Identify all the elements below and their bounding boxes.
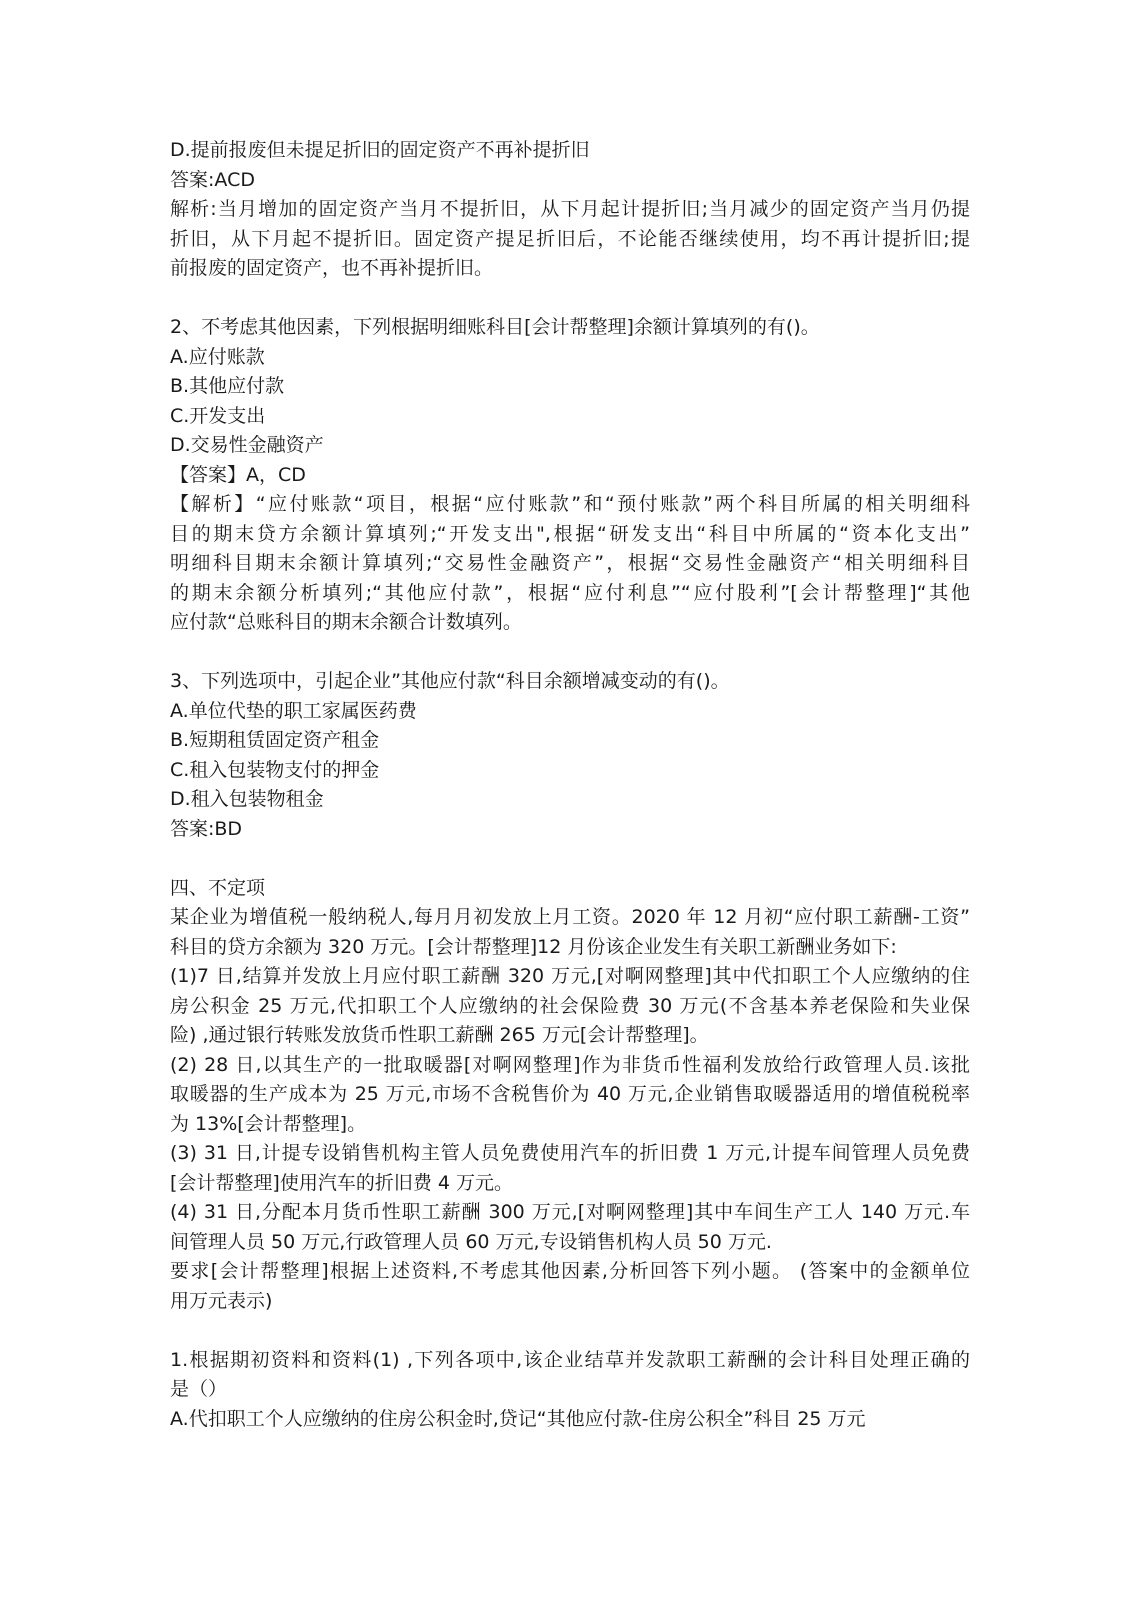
q2-option-c: C.开发支出: [170, 404, 266, 427]
q2-question: 2、不考虑其他因素，下列根据明细账科目[会计帮整理]余额计算填列的有()。: [170, 316, 820, 338]
subq1-question-line: 1.根据期初资料和资料(1) ,下列各项中,该企业结草并发款职工薪酬的会计科目处理正确的: [170, 1348, 970, 1371]
q2-option-a: A.应付账款: [170, 345, 265, 368]
item3-line: (3) 31 日,计提专设销售机构主管人员免费使用汽车的折旧费 1 万元,计提车间管理人员免费: [170, 1142, 970, 1164]
q3-option-d: D.租入包装物租金: [170, 788, 324, 810]
item3-line: [会计帮整理]使用汽车的折旧费 4 万元。: [170, 1171, 513, 1194]
item2-line: 为 13%[会计帮整理]。: [170, 1112, 367, 1135]
item2-line: 取暖器的生产成本为 25 万元,市场不含税售价为 40 万元,企业销售取暖器适用的增值税税率: [170, 1083, 970, 1105]
section-intro-line: 某企业为增值税一般纳税人,每月月初发放上月工资。2020 年 12 月初“应付职工薪酬-工资”: [170, 906, 970, 928]
item1-line: (1)7 日,结算并发放上月应付职工薪酬 320 万元,[对啊网整理]其中代扣职工个人应缴纳的住: [170, 965, 970, 987]
document-page: [170, 136, 970, 1434]
q3-option-b: B.短期租赁固定资产租金: [170, 729, 380, 751]
requirement-line: 要求[会计帮整理]根据上述资料,不考虑其他因素,分析回答下列小题。 (答案中的金额单位: [170, 1260, 970, 1282]
spacer: [170, 284, 970, 314]
q2-answer: 【答案】A，CD: [170, 463, 306, 486]
q2-analysis-line: 的期末余额分析填列;“其他应付款”，根据“应付利息”“应付股利”[会计帮整理]“其他: [170, 581, 970, 604]
q2-option-b: B.其他应付款: [170, 375, 285, 397]
q1-analysis-line: 折旧，从下月起不提折旧。固定资产提足折旧后，不论能否继续使用，均不再计提折旧;提: [170, 227, 970, 250]
q1-analysis-line: 解析:当月增加的固定资产当月不提折旧，从下月起计提折旧;当月减少的固定资产当月仍提: [170, 198, 970, 220]
q3-option-a: A.单位代垫的职工家属医药费: [170, 699, 417, 722]
item2-line: (2) 28 日,以其生产的一批取暖器[对啊网整理]作为非货币性福利发放给行政管理人员.该批: [170, 1053, 970, 1076]
q1-analysis-line: 前报废的固定资产，也不再补提折旧。: [170, 257, 494, 279]
q3-answer: 答案:BD: [170, 817, 243, 840]
q2-analysis-line: 明细科目期末余额计算填列;“交易性金融资产”，根据“交易性金融资产“相关明细科目: [170, 552, 970, 574]
spacer: [170, 638, 970, 668]
q2-analysis-line: 【解析】“应付账款“项目，根据“应付账款”和“预付账款”两个科目所属的相关明细科: [170, 493, 970, 515]
requirement-line: 用万元表示): [170, 1289, 273, 1312]
q3-question: 3、下列选项中，引起企业”其他应付款“科目余额增减变动的有()。: [170, 670, 730, 692]
subq1-option-a: A.代扣职工个人应缴纳的住房公积金时,贷记“其他应付款-住房公积全”科目 25 万元: [170, 1407, 866, 1430]
spacer: [170, 844, 970, 874]
section-intro-line: 科目的贷方余额为 320 万元。[会计帮整理]12 月份该企业发生有关职工新酬业务如下:: [170, 935, 897, 958]
item1-line: 险) ,通过银行转账发放货币性职工薪酬 265 万元[会计帮整理]。: [170, 1024, 709, 1046]
q2-analysis-line: 目的期末贷方余额计算填列;“开发支出",根据“研发支出“科目中所属的“资本化支出”: [170, 522, 970, 545]
item4-line: (4) 31 日,分配本月货币性职工薪酬 300 万元,[对啊网整理]其中车间生产工人 140 万元.车: [170, 1201, 970, 1223]
q1-option-d: D.提前报废但未提足折旧的固定资产不再补提折旧: [170, 139, 590, 161]
item4-line: 间管理人员 50 万元,行政管理人员 60 万元,专设销售机构人员 50 万元.: [170, 1230, 772, 1253]
q3-option-c: C.租入包装物支付的押金: [170, 758, 380, 781]
section-title: 四、不定项: [170, 876, 266, 899]
item1-line: 房公积金 25 万元,代扣职工个人应缴纳的社会保险费 30 万元(不含基本养老保险和失业保: [170, 994, 970, 1017]
q1-answer: 答案:ACD: [170, 168, 255, 191]
q2-option-d: D.交易性金融资产: [170, 434, 324, 456]
subq1-question-line: 是（）: [170, 1378, 228, 1400]
q2-analysis-line: 应付款“总账科目的期末余额合计数填列。: [170, 611, 522, 633]
spacer: [170, 1316, 970, 1346]
